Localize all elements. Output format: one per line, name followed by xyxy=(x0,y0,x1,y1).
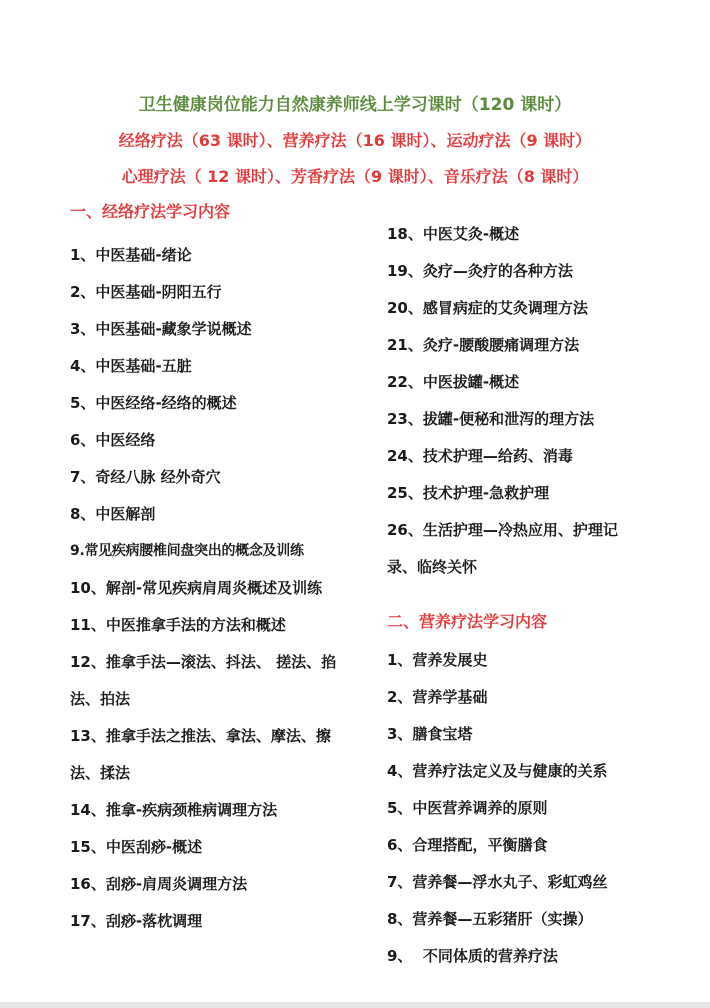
list-item: 4、中医基础-五脏 xyxy=(70,357,192,375)
list-item: 3、中医基础-藏象学说概述 xyxy=(70,320,252,338)
list-item: 24、技术护理—给药、消毒 xyxy=(387,447,573,465)
list-item: 15、中医刮痧-概述 xyxy=(70,838,203,856)
list-item: 7、营养餐—浮水丸子、彩虹鸡丝 xyxy=(387,873,608,891)
list-item: 17、刮痧-落枕调理 xyxy=(70,912,203,930)
list-item: 21、灸疗-腰酸腰痛调理方法 xyxy=(387,336,580,354)
section-title-nutrition: 二、营养疗法学习内容 xyxy=(387,612,548,631)
list-item: 8、中医解剖 xyxy=(70,505,156,523)
list-item: 5、中医经络-经络的概述 xyxy=(70,394,237,412)
list-item: 5、中医营养调养的原则 xyxy=(387,799,548,817)
list-item: 13、推拿手法之推法、拿法、摩法、擦法、揉法 xyxy=(70,727,331,782)
list-item: 8、营养餐—五彩猪肝（实操） xyxy=(387,910,593,928)
list-item: 2、中医基础-阴阳五行 xyxy=(70,283,222,301)
list-item: 23、拔罐-便秘和泄泻的理方法 xyxy=(387,410,595,428)
course-hours-line-2: 心理疗法（ 12 课时）、芳香疗法（9 课时）、音乐疗法（8 课时） xyxy=(121,167,589,186)
list-item: 14、推拿-疾病颈椎病调理方法 xyxy=(70,801,278,819)
list-item: 12、推拿手法—滚法、抖法、 搓法、掐法、拍法 xyxy=(70,653,337,708)
document-header xyxy=(0,92,710,200)
list-item: 22、中医拔罐-概述 xyxy=(387,373,520,391)
list-item: 6、中医经络 xyxy=(70,431,156,449)
list-item: 20、感冒病症的艾灸调理方法 xyxy=(387,299,588,317)
list-item: 19、灸疗—灸疗的各种方法 xyxy=(387,262,573,280)
list-item: 11、中医推拿手法的方法和概述 xyxy=(70,616,286,634)
list-item: 26、生活护理—冷热应用、护理记录、临终关怀 xyxy=(387,521,618,576)
page-bottom-edge xyxy=(0,1002,710,1008)
document-title: 卫生健康岗位能力自然康养师线上学习课时（120 课时） xyxy=(138,95,572,115)
list-item: 2、营养学基础 xyxy=(387,688,488,706)
list-item: 18、中医艾灸-概述 xyxy=(387,225,520,243)
list-item: 9.常见疾病腰椎间盘突出的概念及训练 xyxy=(70,543,304,559)
list-item: 1、中医基础-绪论 xyxy=(70,246,192,264)
list-item: 16、刮痧-肩周炎调理方法 xyxy=(70,875,248,893)
course-hours-line-1: 经络疗法（63 课时）、营养疗法（16 课时）、运动疗法（9 课时） xyxy=(118,131,592,150)
list-item: 7、奇经八脉 经外奇穴 xyxy=(70,468,221,486)
left-column xyxy=(70,200,375,940)
list-item: 4、营养疗法定义及与健康的关系 xyxy=(387,762,608,780)
list-item: 3、膳食宝塔 xyxy=(387,725,473,743)
list-item: 25、技术护理-急救护理 xyxy=(387,484,550,502)
list-item: 1、营养发展史 xyxy=(387,651,488,669)
list-item: 10、解剖-常见疾病肩周炎概述及训练 xyxy=(70,579,323,597)
list-item: 6、合理搭配，平衡膳食 xyxy=(387,836,548,854)
list-item: 9、 不同体质的营养疗法 xyxy=(387,947,558,965)
right-column xyxy=(387,216,682,975)
section-title-meridian: 一、经络疗法学习内容 xyxy=(70,202,231,221)
